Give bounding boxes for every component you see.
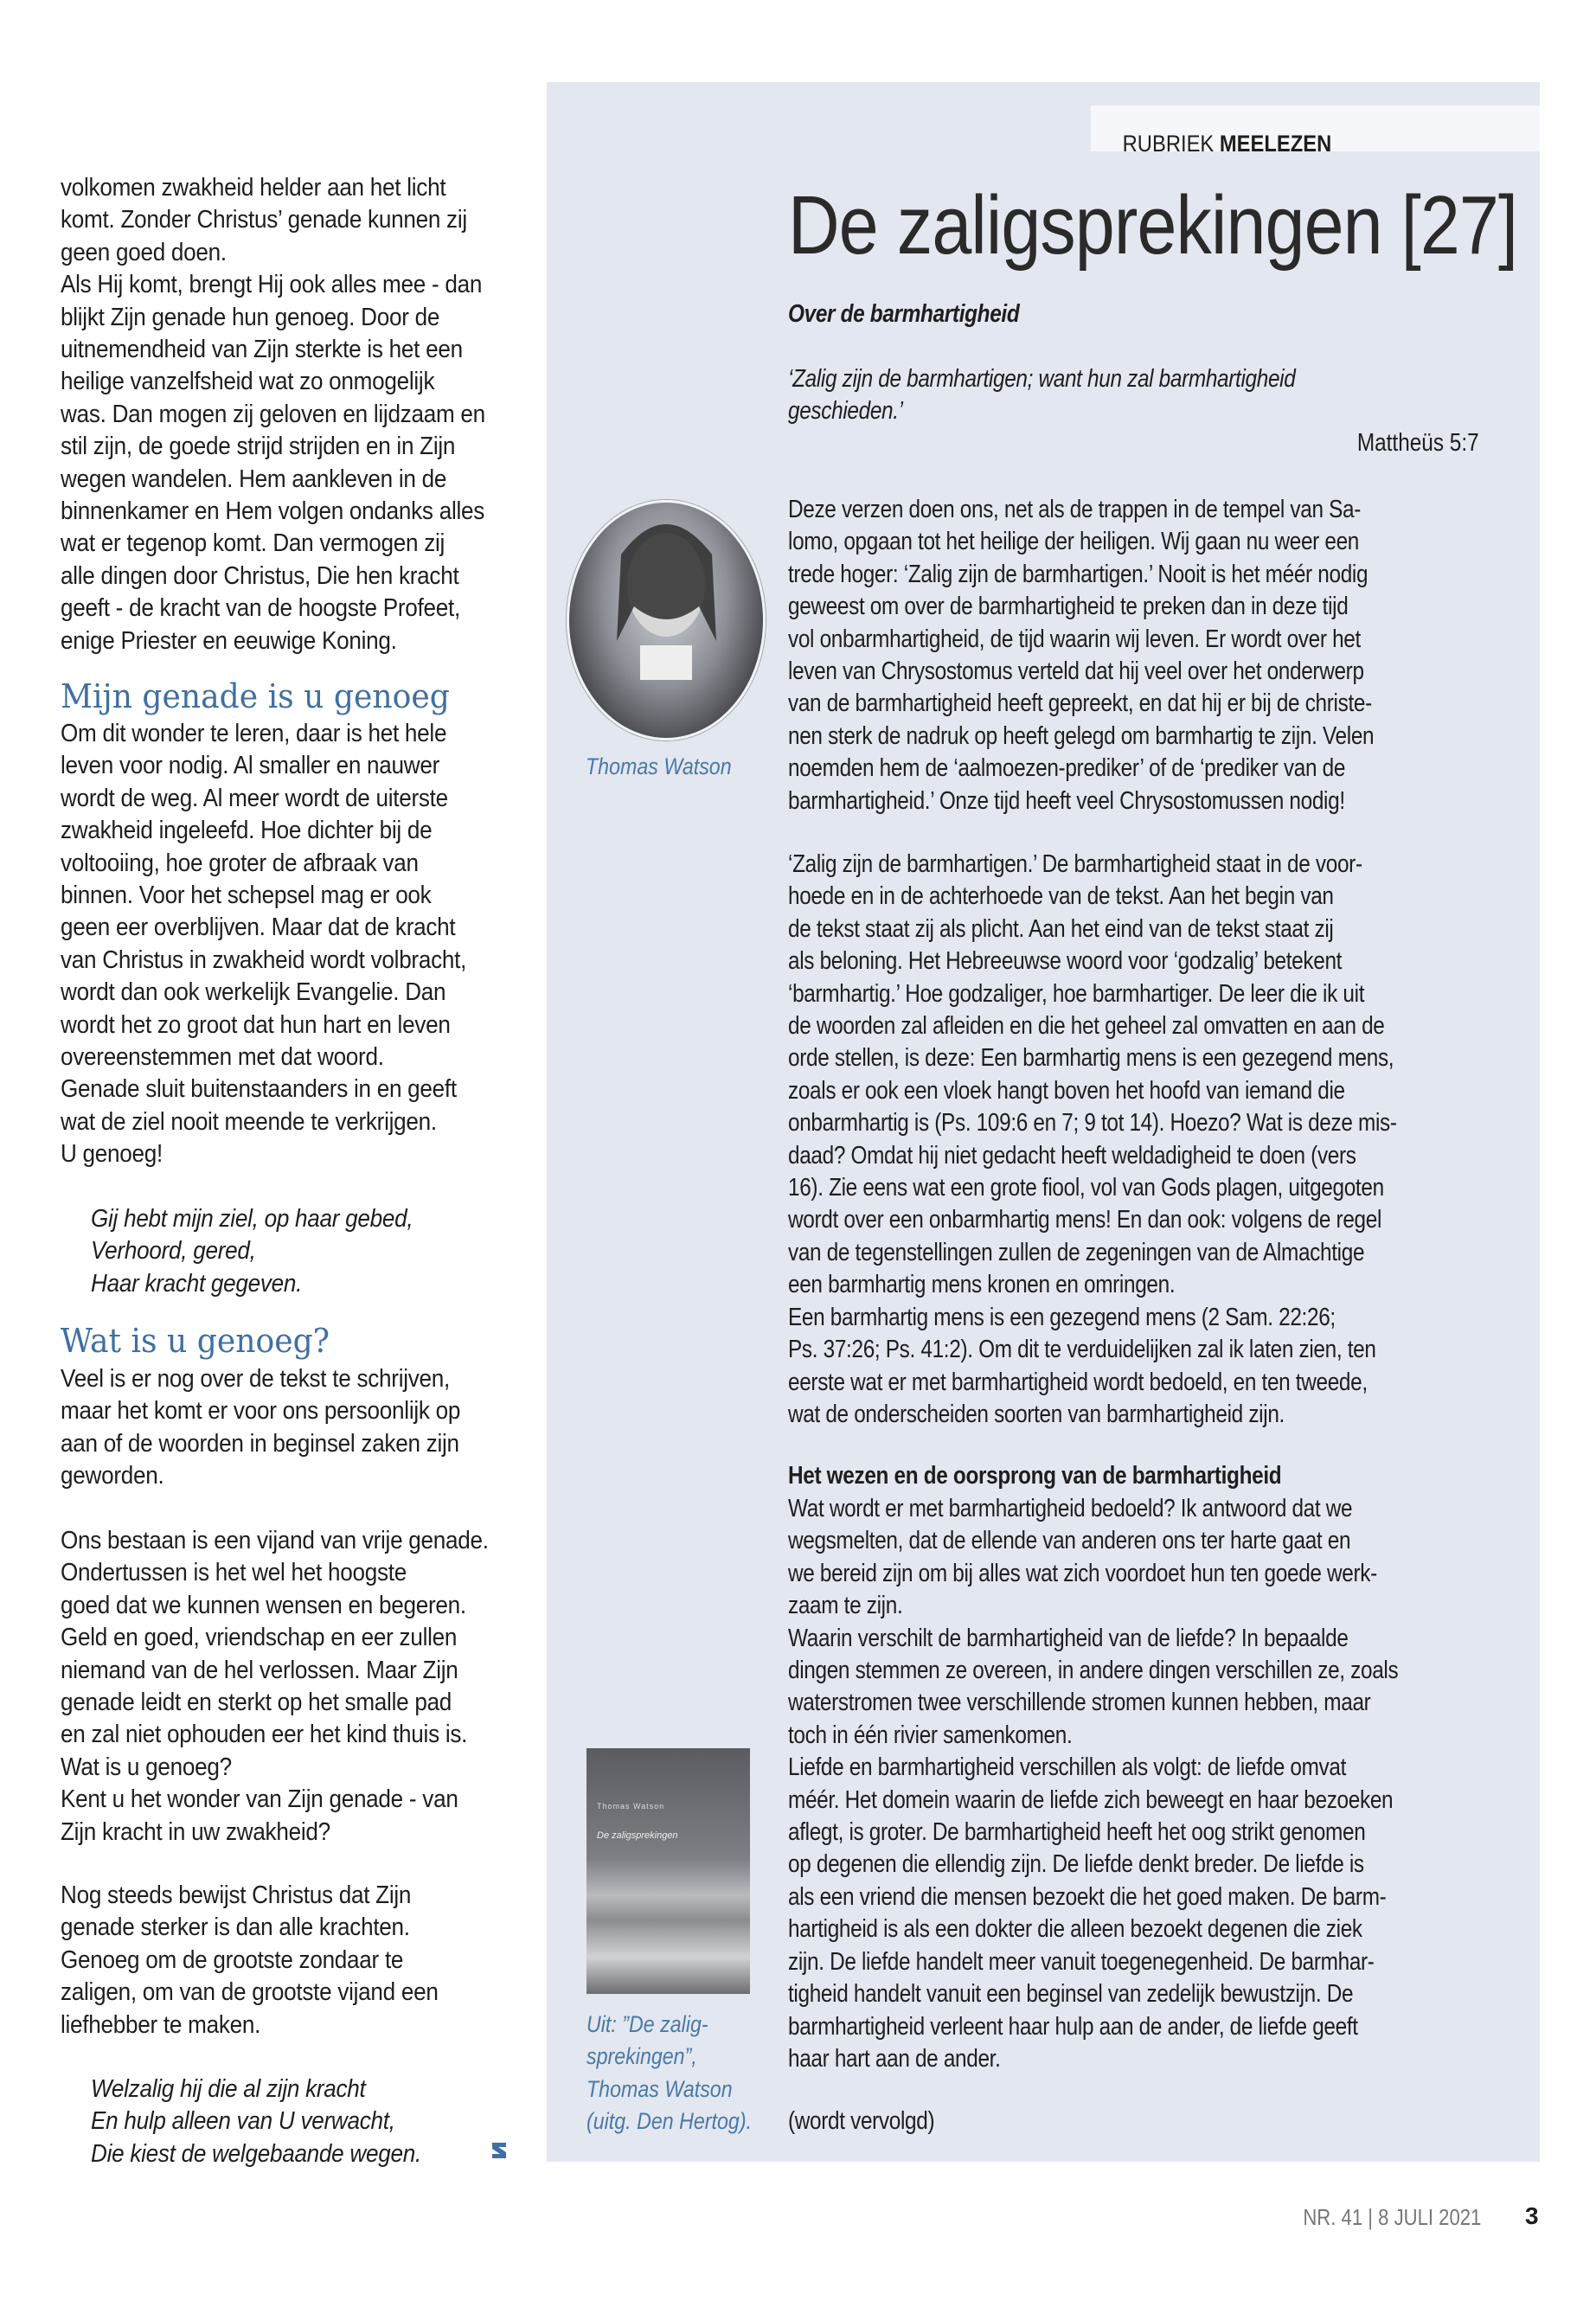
left-paragraph-4: Ons bestaan is een vijand van vrije genade. Ondertussen is het wel het hoogste goed dat we kunnen wensen en begeren. Geld en goed, vriendschap en eer zullen niemand van de hel verlossen. Maar Zijn genade leidt en sterkt op het smalle pad en zal niet ophouden eer het kind thuis is. Wat is u genoeg? Kent u het wonder van Zijn genade - van Zijn kracht in uw zwakheid? xyxy=(61,1527,489,1846)
article-paragraph-b: ‘Zalig zijn de barmhartigen.’ De barmhartigheid staat in de voor- hoede en in de achterhoede van de tekst. Aan het begin van de tekst staat zij als plicht. Aan het eind van de tekst staat zij als beloning. Het Hebreeuwse woord voor ‘godzalig’ betekent ‘barmhartig.’ Hoe godzaliger, hoe barmhartiger. De leer die ik uit de woorden zal afleiden en die het geheel zal omvatten en aan de orde stellen, is deze: Een barmhartig mens is een gezegend mens, zoals er ook een vloek hangt boven het hoofd van iemand die onbarmhartig is (Ps. 109:6 en 7; 9 tot 14). Hoezo? Wat is deze mis- daad? Omdat hij niet gedacht heeft weldadigheid te doen (vers 16). Zie eens wat een grote fiool, vol van Gods plagen, uitgegoten wordt over een onbarmhartig mens! En dan ook: volgens de regel van de tegenstellingen zullen de zegeningen van de Almachtige een barmhartig mens kronen en omringen. Een barmhartig mens is een gezegend mens (2 Sam. 22:26; Ps. 37:26; Ps. 41:2). Om dit te verduidelijken zal ik laten zien, ten eerste wat er met barmhartigheid wordt bedoeld, en ten tweede, wat de onderscheiden soorten van barmhartigheid zijn. xyxy=(788,850,1397,1428)
article-paragraph-a: Deze verzen doen ons, net als de trappen in de tempel van Sa- lomo, opgaan tot het heilige der heiligen. Wij gaan nu weer een trede hoger: ‘Zalig zijn de barmhartigen.’ Nooit is het méér nodig geweest om over de barmhartigheid te preken dan in deze tijd vol onbarmhartigheid, de tijd waarin wij leven. Er wordt over het leven van Chrysostomus verteld dat hij veel over het onderwerp van de barmhartigheid heeft gepreekt, en dat hij er bij de christe- nen sterk de nadruk op heeft gelegd om barmhartig te zijn. Velen noemden hem de ‘aalmoezen-prediker’ of de ‘prediker van de barmhartigheid.’ Onze tijd heeft veel Chrysostomussen nodig! xyxy=(788,496,1375,815)
thomas-watson-portrait xyxy=(567,500,766,740)
article-paragraph-c: Wat wordt er met barmhartigheid bedoeld? Ik antwoord dat we wegsmelten, dat de ellende van anderen ons ter harte gaat en we bereid zijn om bij alles wat zich voordoet hun ten goede werk- zaam te zijn. Waarin verschilt de barmhartigheid van de liefde? In bepaalde dingen stemmen ze overeen, in andere dingen verschillen ze, zoals waterstromen twee verschillende stromen kunnen hebben, maar toch in één rivier samenkomen. Liefde en barmhartigheid verschillen als volgt: de liefde omvat méér. Het domein waarin de liefde zich beweegt en haar bezoeken aflegt, is groter. De barmhartigheid heeft het oog strikt genomen op degenen die ellendig zijn. De liefde denkt breder. De liefde is als een vriend die mensen bezoekt die het goed maken. De barm- hartigheid is als een dokter die alleen bezoekt degenen die ziek zijn. De liefde handelt meer vanuit toegenegenheid. De barmhar- tigheid handelt vanuit een beginsel van zedelijk bewustzijn. De barmhartigheid verleent haar hulp aan de ander, de liefde geeft haar hart aan de ander. xyxy=(788,1495,1399,2073)
article-section-heading: Het wezen en de oorsprong van de barmhartigheid xyxy=(788,1462,1282,1490)
to-be-continued: (wordt vervolgd) xyxy=(788,2107,935,2135)
left-paragraph-3: Veel is er nog over de tekst te schrijven, maar het komt er voor ons persoonlijk op aan of de woorden in beginsel zaken zijn geworden. xyxy=(61,1365,461,1490)
article-title: De zaligsprekingen [27] xyxy=(788,179,1518,272)
rubriek-prefix: RUBRIEK xyxy=(1122,131,1220,157)
book-cover-image xyxy=(586,1748,750,1994)
left-paragraph-2: Om dit wonder te leren, daar is het hele leven voor nodig. Al smaller en nauwer wordt de weg. Al meer wordt de uiterste zwakheid ingeleefd. Hoe dichter bij de voltooiing, hoe groter de afbraak van binnen. Voor het schepsel mag er ook geen eer overblijven. Maar dat de kracht van Christus in zwakheid wordt volbracht, wordt dan ook werkelijk Evangelie. Dan wordt het zo groot dat hun hart en leven overeenstemmen met dat woord. Genade sluit buitenstaanders in en geeft wat de ziel nooit meende te verkrijgen. U genoeg! xyxy=(61,720,467,1169)
book-caption: Uit: ”De zalig- sprekingen”, Thomas Watson (uitg. Den Hertog). xyxy=(586,2011,753,2135)
portrait-caption: Thomas Watson xyxy=(586,753,732,779)
left-paragraph-5: Nog steeds bewijst Christus dat Zijn genade sterker is dan alle krachten. Genoeg om de grootste zondaar te zaligen, om van de grootste vijand een liefhebber te maken. xyxy=(61,1881,439,2039)
page-number: 3 xyxy=(1525,2202,1539,2229)
rubriek-label xyxy=(1091,106,1540,157)
section-heading-mijn-genade: Mijn genade is u genoeg xyxy=(61,677,450,715)
issue-date: NR. 41 | 8 JULI 2021 xyxy=(1303,2204,1481,2230)
left-paragraph-1: volkomen zwakheid helder aan het licht komt. Zonder Christus’ genade kunnen zij geen goed doen. Als Hij komt, brengt Hij ook alles mee - dan blijkt Zijn genade hun genoeg. Door de uitnemendheid van Zijn sterkte is het een heilige vanzelfsheid wat zo onmogelijk was. Dan mogen zij geloven en lijdzaam en stil zijn, de goede strijd strijden en in Zijn wegen wandelen. Hem aankleven in de binnenkamer en Hem volgen ondanks alles wat er tegenop komt. Dan vermogen zij alle dingen door Christus, Die hen kracht geeft - de kracht van de hoogste Profeet, enige Priester en eeuwige Koning. xyxy=(61,174,485,655)
rubriek-name: MEELEZEN xyxy=(1219,131,1332,157)
end-mark-icon xyxy=(490,2140,509,2161)
bible-quote: ‘Zalig zijn de barmhartigen; want hun zal barmhartigheid geschieden.’ xyxy=(788,365,1296,426)
bible-reference: Mattheüs 5:7 xyxy=(1357,429,1479,457)
book-cover-author: Thomas Watson xyxy=(597,1802,665,1811)
section-heading-wat-is-u-genoeg: Wat is u genoeg? xyxy=(61,1322,330,1360)
book-cover-title: De zaligsprekingen xyxy=(597,1830,678,1841)
poem-stanza-2: Welzalig hij die al zijn kracht En hulp alleen van U verwacht, Die kiest de welgebaande wegen. xyxy=(91,2075,421,2168)
poem-stanza-1: Gij hebt mijn ziel, op haar gebed, Verhoord, gered, Haar kracht gegeven. xyxy=(91,1205,413,1298)
article-subtitle: Over de barmhartigheid xyxy=(788,300,1020,328)
